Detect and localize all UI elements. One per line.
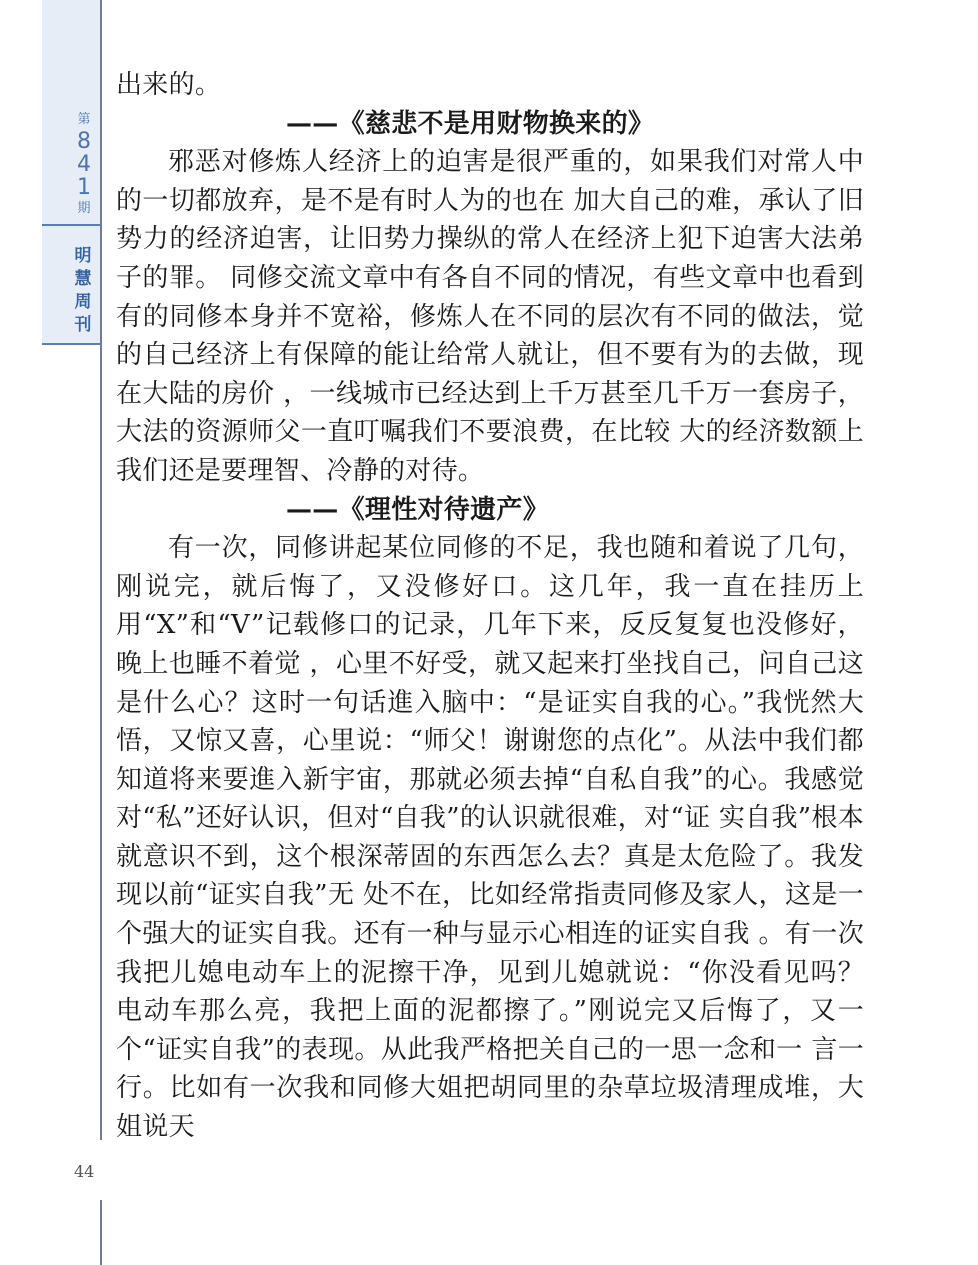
- sidebar-divider-bottom: [42, 343, 100, 345]
- magazine-title-char: 慧: [74, 269, 92, 289]
- issue-prefix: 第: [77, 112, 91, 127]
- text-continuation: 出来的。: [116, 70, 222, 100]
- paragraph: 有一次，同修讲起某位同修的不足，我也随和着说了几句，刚说完，就后悔了，又没修好口。这几年，我一直在挂历上用“X”和“V”记载修口的记录，几年下来，反反复复也没修好，晚上也睡不着觉 ，心里不好受，就又起来打坐找自己，问自己这是什么心？这时一句话進入脑中：“是证实自我的心。”我恍然大悟，又惊又喜，心里说：“师父！谢谢您的点化”。从法中我们都知道将来要進入新宇宙，那就必须去掉“自私自我”的心。我感觉对“私”还好认识，但对“自我”的认识就很难，对“证 实自我”根本就意识不到，这个根深蒂固的东西怎么去？真是太危险了。我发现以前“证实自我”无 处不在，比如经常指责同修及家人，这是一个强大的证实自我。还有一种与显示心相连的证实自我 。有一次我把儿媳电动车上的泥擦干净，见到儿媳就说：“你没看见吗？电动车那么亮，我把上面的泥都擦了。”刚说完又后悔了，又一个“证实自我”的表现。从此我严格把关自己的一思一念和一 言一行。比如有一次我和同修大姐把胡同里的杂草垃圾清理成堆，大姐说天: [116, 533, 864, 1143]
- magazine-title-char: 明: [74, 246, 92, 266]
- issue-digit: 8: [77, 129, 91, 154]
- issue-number: [64, 110, 104, 219]
- paragraph: 邪恶对修炼人经济上的迫害是很严重的，如果我们对常人中的一切都放弃，是不是有时人为的也在 加大自己的难，承认了旧势力的经济迫害，让旧势力操纵的常人在经济上犯下迫害大法弟子的罪。 同修交流文章中有各自不同的情况，有些文章中也看到有的同修本身并不宽裕，修炼人在不同的层次有不同的做法，觉的自己经济上有保障的能让给常人就让，但不要有为的去做，现在大陆的房价 ，一线城市已经达到上千万甚至几千万一套房子，大法的资源师父一直叮嘱我们不要浪费，在比较 大的经济数额上我们还是要理智、冷静的对待。: [116, 147, 864, 486]
- sidebar-divider: [42, 224, 100, 226]
- magazine-title: [62, 245, 104, 337]
- issue-suffix: 期: [77, 201, 91, 216]
- magazine-title-char: 周: [74, 292, 92, 312]
- source-citation: ——《慈悲不是用财物换来的》: [286, 108, 655, 139]
- margin-rule-lower: [100, 1200, 102, 1265]
- page-number: 44: [74, 1162, 95, 1181]
- issue-digit: 4: [77, 152, 91, 177]
- magazine-title-char: 刊: [74, 315, 92, 335]
- issue-digit: 1: [77, 175, 91, 200]
- article-body: [116, 66, 864, 1147]
- source-citation: ——《理性对待遗产》: [286, 494, 550, 525]
